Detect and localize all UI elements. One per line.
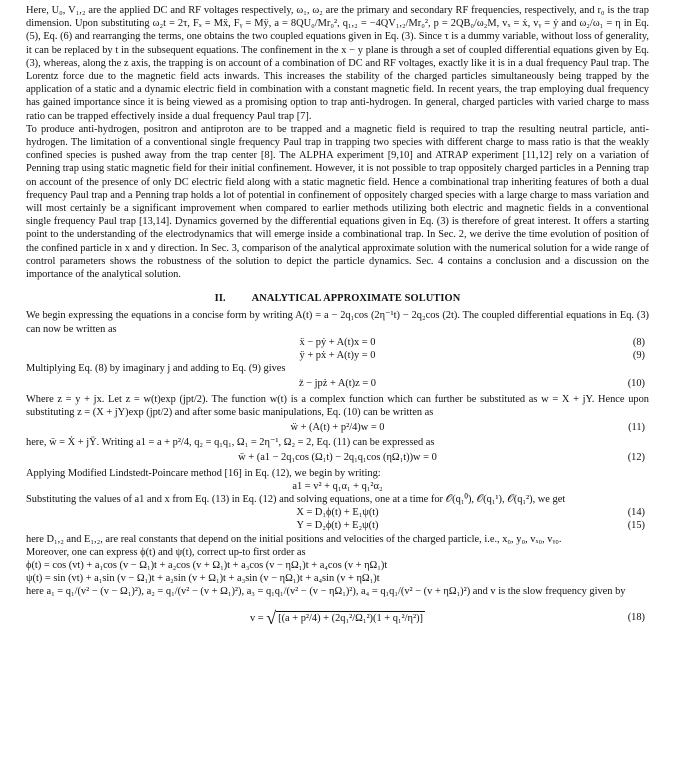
equation-number: (11): [628, 422, 645, 434]
equation-13: [26, 480, 649, 493]
equation-body: ẅ + (A(t) + p²/4)w = 0: [290, 422, 385, 434]
paragraph-intro: Here, U₀, V₁,₂ are the applied DC and RF voltages respectively, ω₁, ω₂ are the primary and secondary RF frequencies, respectively, and r₀ is the trap dimension. Upon substituting ω₂t = 2τ, Fₓ = Mẍ, Fᵧ = Mÿ, a = 8QU₀/Mr₀², q₁,₂ = −4QV₁,₂/Mr₀², p = 2QB₀/ω₂M, vₓ = ẋ, vᵧ = ẏ and ω₂/ω₁ = η in Eq. (5), Eq. (6) and rearranging the terms, one obtains the two coupled equations given in Eq. (3). Since τ is a dummy variable, without loss of generality, it can be replaced by t in the subsequent equations. The confinement in the x − y plane is through a set of coupled differential equations given by Eq. (3), whereas, along the z axis, the trapping is on account of a combination of DC and RF voltages, exactly like it is in a dual frequency Paul trap. The Lorentz force due to the magnetic field acts inwards. This increases the stability of the charged particles simultaneously being trapped by the application of a static and a dynamic electric field in combination with a constant magnetic field. In recent years, the trap employing dual frequency has gained importance since it is being viewed as a promising option to trap anti-hydrogen. In general, charged particles with varied charge to mass ratio can be trapped effectively inside a dual frequency Paul trap [7].: [26, 5, 649, 122]
equation-body: X = D₁ϕ(t) + E₁ψ(t): [296, 507, 379, 519]
equation-number: (9): [632, 350, 645, 362]
body-text: Applying Modified Lindstedt-Poincare method [16] in Eq. (12), we begin by writing:: [26, 467, 381, 479]
body-text: We begin expressing the equations in a concise form by writing A(t) = a − 2q₁cos (2η⁻¹t) − 2q₂cos (2t). The coupled differential equations in Eq. (3) can now be written as: [26, 310, 649, 335]
body-text: here D₁,₂ and E₁,₂, are real constants that depend on the initial positions and velocities of the charged particle, i.e., x₀, y₀, vₓ₀, vᵧ₀.: [26, 533, 562, 545]
equation-body: z̈ − jpż + A(t)z = 0: [298, 378, 377, 390]
body-text: Substituting the values of a1 and x from Eq. (13) in Eq. (12) and solving equations, one at a time for 𝒪(q₁⁰), 𝒪(q₁¹), 𝒪(q₁²), we get: [26, 494, 566, 506]
equation-number: (15): [627, 520, 645, 532]
equation-lhs: v =: [249, 612, 264, 624]
sqrt-sign-icon: √: [266, 607, 277, 628]
equation-body: ẅ + (a1 − 2q₁cos (Ω₁t) − 2q₁q₁cos (ηΩ₁t))w = 0: [238, 452, 437, 464]
body-text: Moreover, one can express ϕ(t) and ψ(t), correct up-to first order as: [26, 546, 306, 558]
equation-12: [26, 451, 649, 464]
equation-number: (8): [632, 336, 645, 348]
equation-number: (14): [627, 507, 645, 519]
phi-expression: ϕ(t) = cos (vt) + a₁cos (v − Ω₁)t + a₂cos (v + Ω₁)t + a₃cos (v − ηΩ₁)t + a₄cos (v + ηΩ₁)t: [26, 560, 388, 571]
equation-18: [26, 603, 649, 633]
section-title: ANALYTICAL APPROXIMATE SOLUTION: [251, 293, 461, 305]
equation-11: [26, 421, 649, 434]
body-text: Where z = y + jx. Let z = w(t)exp (jpt/2). The function w(t) is a complex function which can further be substituted as w = X + jY. Hence upon substituting z = (X + jY)exp (jpt/2) and after some basic manipulations, Eq. (10) can be written as: [26, 393, 649, 418]
equation-14: [26, 506, 649, 519]
equation-15: [26, 519, 649, 532]
section-heading: [26, 292, 649, 305]
equation-body: a1 = v² + q₁α₁ + q₁²α₂: [292, 480, 383, 492]
equation-body: Y = D₂ϕ(t) + E₂ψ(t): [296, 520, 379, 532]
section-number: II.: [214, 293, 226, 305]
body-text: here, ẅ = Ẋ + jŸ. Writing a1 = a + p²/4, q₂ = q₁q₁, Ω₁ = 2η⁻¹, Ω₂ = 2, Eq. (11) can be expressed as: [26, 437, 435, 449]
body-text: here a₁ = q₁/(v² − (v − Ω₁)²), a₂ = q₁/(v² − (v + Ω₁)²), a₃ = q₁q₁/(v² − (v − ηΩ₁)²), a₄ = q₁q₁/(v² − (v + ηΩ₁)²) and v is the slow frequency given by: [26, 586, 626, 598]
body-text: Multiplying Eq. (8) by imaginary j and adding to Eq. (9) gives: [26, 363, 286, 375]
equation-9: [26, 349, 649, 362]
paragraph-motivation: To produce anti-hydrogen, positron and antiproton are to be trapped and a magnetic field is required to trap the resulting neutral particle, anti-hydrogen. The limitation of a conventional single frequency Paul trap in trapping two species with different charge to mass ratio is that the weakly confined species is pushed away from the trap center [8]. The ALPHA experiment [9,10] and ATRAP experiment [11,12] rely on a variation of Penning trap using static magnetic field for their initial confinement. However, it is not possible to trap oppositely charged particles in a Penning trap on account of the presence of only DC electric field along with a static magnetic field. Hence a combinational trap inheriting features of both a dual frequency Paul trap and a Penning trap holds a lot of potential in confinement of oppositely charged species with a large charge to mass variation and will most certainly be a significant improvement when compared to earlier methods utilizing both electric and magnetic fields in a conventional single frequency Paul trap [13,14]. Dynamics governed by the differential equations given in Eq. (3) is therefore of great interest. It offers a starting point to the understanding of the electrodynamics that will emerge inside a combinational trap. In Sec. 2, we derive the time evolution of position of the confined particle in x and y direction. In Sec. 3, comparison of the analytical approximate solution with the numerical solution for a wide range of control parameters shows the robustness of the solution to depict the particle dynamics. Sec. 4 contains a conclusion and a discussion on the importance of the analytical solution.: [26, 123, 649, 281]
equation-number: (12): [627, 452, 645, 464]
equation-8: [26, 336, 649, 349]
equation-radicand: [(a + p²/4) + (2q₁²/Ω₁²)(1 + q₁²/η²)]: [278, 612, 424, 624]
equation-10: [26, 377, 649, 390]
equation-body: ÿ + pẋ + A(t)y = 0: [299, 350, 376, 362]
equation-number: (10): [627, 378, 645, 390]
psi-expression: ψ(t) = sin (vt) + a₁sin (v − Ω₁)t + a₂sin (v + Ω₁)t + a₃sin (v − ηΩ₁)t + a₄sin (v + ηΩ₁)t: [26, 573, 380, 585]
equation-body: ẍ − pẏ + A(t)x = 0: [299, 336, 376, 348]
equation-number: (18): [627, 611, 645, 623]
